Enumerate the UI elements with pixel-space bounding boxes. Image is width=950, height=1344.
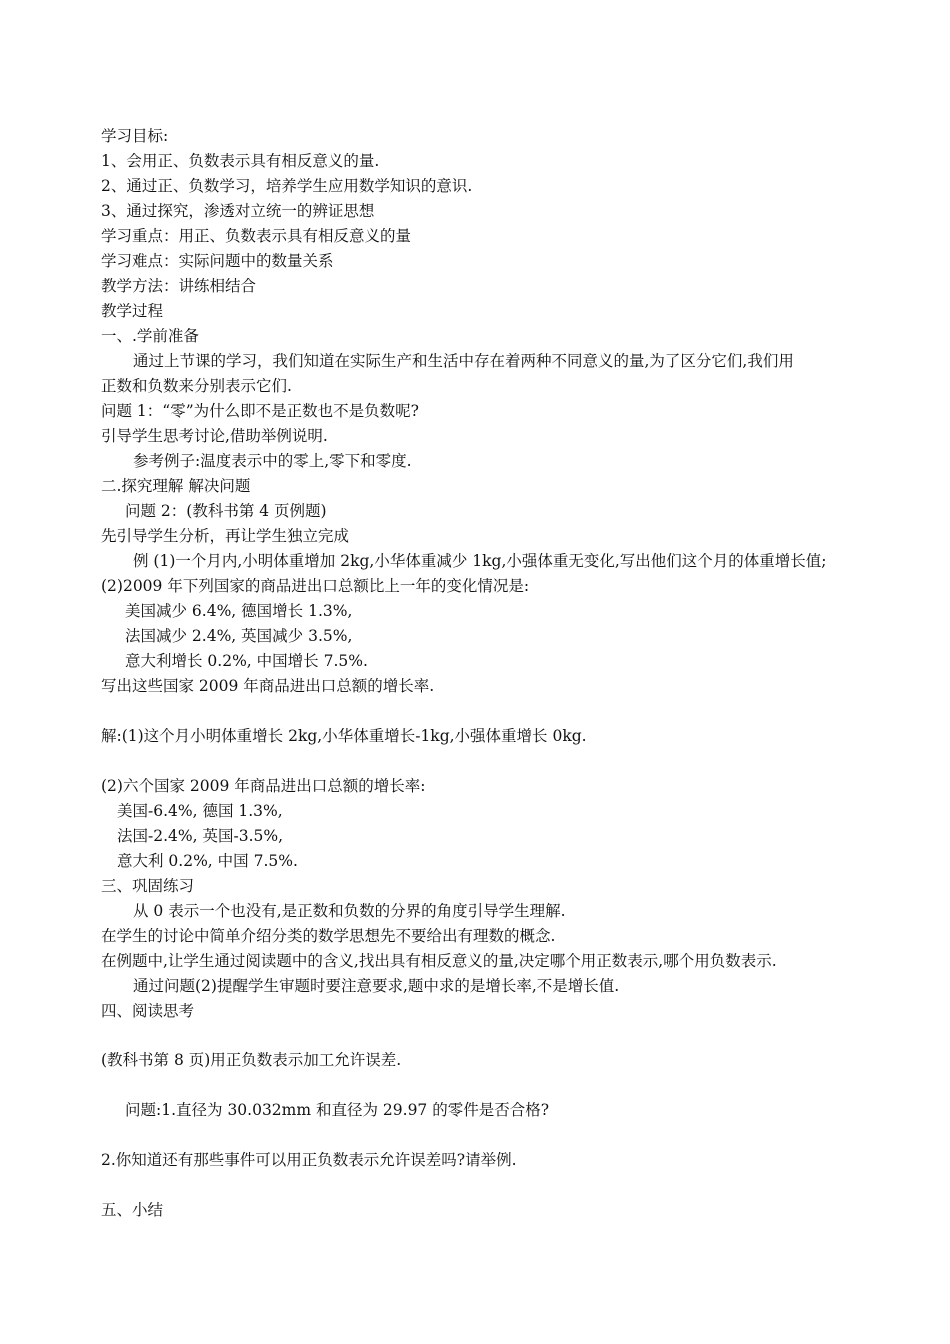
teaching-method: 教学方法：讲练相结合 xyxy=(101,277,257,295)
practice-line-2: 在学生的讨论中简单介绍分类的数学思想先不要给出有理数的概念. xyxy=(101,927,556,945)
goal-item-2: 2、通过正、负数学习，培养学生应用数学知识的意识. xyxy=(101,177,473,195)
goal-item-3: 3、通过探究，渗透对立统一的辨证思想 xyxy=(101,202,375,220)
paragraph-intro-line-1: 通过上节课的学习，我们知道在实际生产和生活中存在着两种不同意义的量,为了区分它们,我们用 xyxy=(133,352,794,370)
reading-textbook-ref: (教科书第 8 页)用正负数表示加工允许误差. xyxy=(101,1051,402,1069)
guide-analysis: 先引导学生分析，再让学生独立完成 xyxy=(101,527,350,545)
paragraph-intro-line-2: 正数和负数来分别表示它们. xyxy=(101,377,292,395)
section-3-heading: 三、巩固练习 xyxy=(101,877,195,895)
heading-teaching-process: 教学过程 xyxy=(101,302,164,320)
difficult-point: 学习难点：实际问题中的数量关系 xyxy=(101,252,334,270)
solution-row-2: 法国-2.4%, 英国-3.5%, xyxy=(117,827,284,845)
example-part-2: (2)2009 年下列国家的商品进出口总额比上一年的变化情况是: xyxy=(101,577,530,595)
reference-example: 参考例子:温度表示中的零上,零下和零度. xyxy=(133,452,412,470)
example-part-1: 例 (1)一个月内,小明体重增加 2kg,小华体重减少 1kg,小强体重无变化,写出他们这个月的体重增长值; xyxy=(133,552,827,570)
solution-row-1: 美国-6.4%, 德国 1.3%, xyxy=(117,802,283,820)
practice-line-1: 从 0 表示一个也没有,是正数和负数的分界的角度引导学生理解. xyxy=(133,902,566,920)
country-row-2: 法国减少 2.4%, 英国减少 3.5%, xyxy=(125,627,353,645)
goal-item-1: 1、会用正、负数表示具有相反意义的量. xyxy=(101,152,380,170)
section-4-heading: 四、阅读思考 xyxy=(101,1002,195,1020)
question-1: 问题 1：“零”为什么即不是正数也不是负数呢? xyxy=(101,402,419,420)
guide-discussion: 引导学生思考讨论,借助举例说明. xyxy=(101,427,328,445)
solution-part-2: (2)六个国家 2009 年商品进出口总额的增长率: xyxy=(101,777,426,795)
example-task: 写出这些国家 2009 年商品进出口总额的增长率. xyxy=(101,677,435,695)
practice-line-4: 通过问题(2)提醒学生审题时要注意要求,题中求的是增长率,不是增长值. xyxy=(133,977,620,995)
question-2: 问题 2：(教科书第 4 页例题) xyxy=(125,502,327,520)
solution-part-1: 解:(1)这个月小明体重增长 2kg,小华体重增长-1kg,小强体重增长 0kg. xyxy=(101,727,587,745)
reading-question-2: 2.你知道还有那些事件可以用正负数表示允许误差吗?请举例. xyxy=(101,1151,517,1169)
country-row-1: 美国减少 6.4%, 德国增长 1.3%, xyxy=(125,602,353,620)
practice-line-3: 在例题中,让学生通过阅读题中的含义,找出具有相反意义的量,决定哪个用正数表示,哪个用负数表示. xyxy=(101,952,777,970)
reading-question-1: 问题:1.直径为 30.032mm 和直径为 29.97 的零件是否合格? xyxy=(125,1101,550,1119)
section-5-heading: 五、小结 xyxy=(101,1201,164,1219)
heading-learning-goals: 学习目标: xyxy=(101,127,169,145)
key-point: 学习重点：用正、负数表示具有相反意义的量 xyxy=(101,227,412,245)
solution-row-3: 意大利 0.2%, 中国 7.5%. xyxy=(117,852,298,870)
section-2-heading: 二.探究理解 解决问题 xyxy=(101,477,251,495)
section-1-heading: 一、.学前准备 xyxy=(101,327,199,345)
country-row-3: 意大利增长 0.2%, 中国增长 7.5%. xyxy=(125,652,368,670)
